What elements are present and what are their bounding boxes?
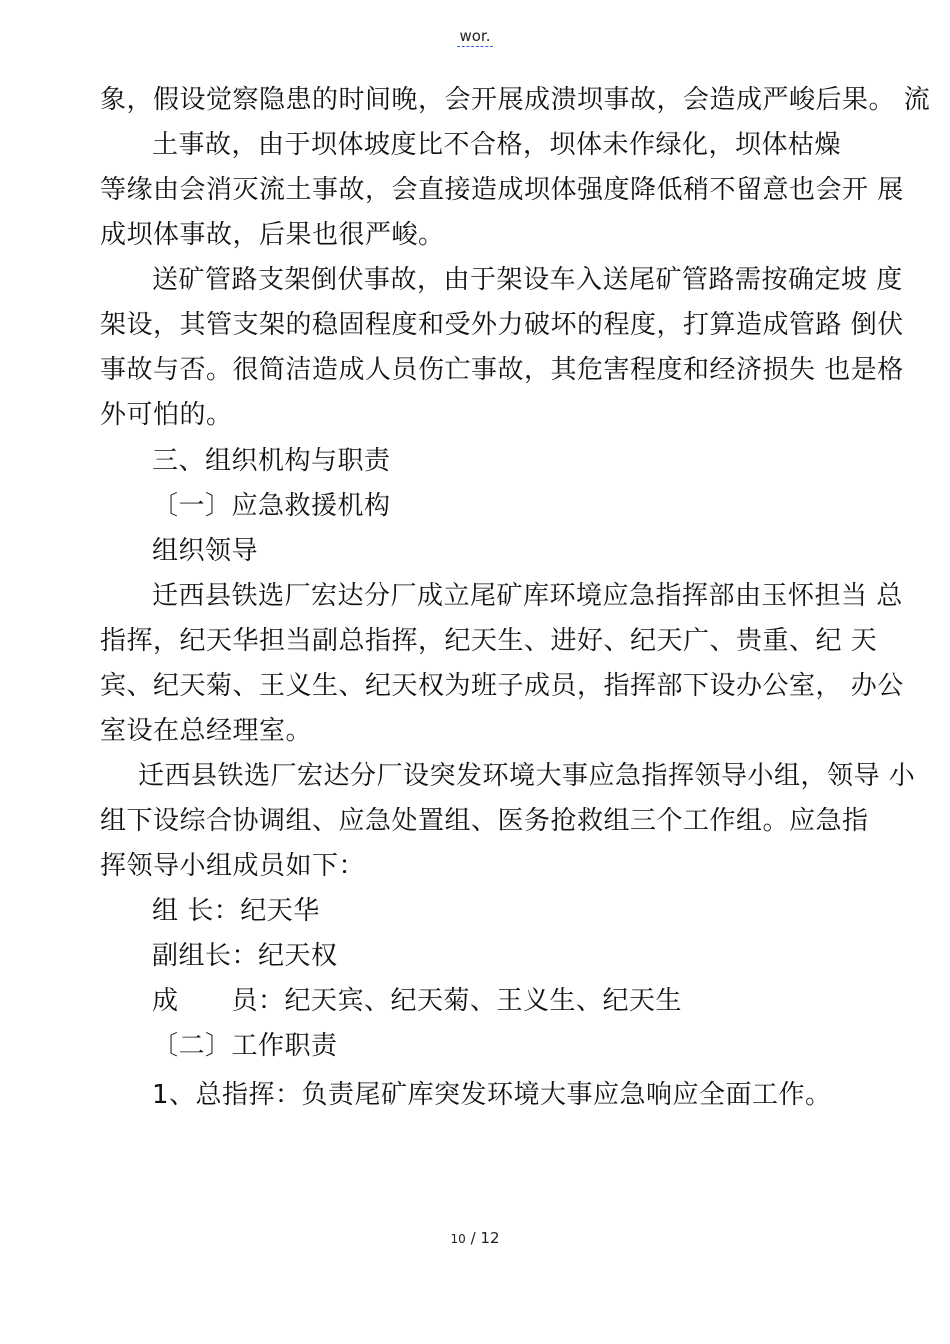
text-line: 事故与否。很简洁造成人员伤亡事故，其危害程度和经济损失 也是格	[100, 355, 904, 385]
text-line: 1、总指挥：负责尾矿库突发环境大事应急响应全面工作。	[152, 1080, 832, 1110]
page-total: 12	[480, 1229, 500, 1247]
text-line: 土事故，由于坝体坡度比不合格，坝体未作绿化，坝体枯燥	[152, 130, 842, 160]
header-text: wor.	[459, 27, 491, 45]
text-line: 组下设综合协调组、应急处置组、医务抢救组三个工作组。应急指	[100, 806, 869, 836]
subsection-heading: 〔一〕应急救援机构	[152, 491, 391, 521]
subheading: 组织领导	[152, 536, 259, 566]
text-line: 宾、纪天菊、王义生、纪天权为班子成员，指挥部下设办公室， 办公	[100, 671, 904, 701]
member-line: 成 员：纪天宾、纪天菊、王义生、纪天生	[152, 986, 683, 1016]
page-separator: /	[470, 1229, 476, 1247]
text-line: 等缘由会消灭流土事故，会直接造成坝体强度降低稍不留意也会开 展	[100, 175, 904, 205]
text-line: 迁西县铁选厂宏达分厂设突发环境大事应急指挥领导小组，领导 小	[138, 761, 916, 791]
text-line: 象，假设觉察隐患的时间晚，会开展成溃坝事故，会造成严峻后果。 流	[100, 85, 931, 115]
text-line: 指挥，纪天华担当副总指挥，纪天生、进好、纪天广、贵重、纪 天	[100, 626, 878, 656]
text-line: 外可怕的。	[100, 400, 233, 430]
text-line: 迁西县铁选厂宏达分厂成立尾矿库环境应急指挥部由玉怀担当 总	[152, 581, 903, 611]
text-line: 室设在总经理室。	[100, 716, 313, 746]
subsection-heading: 〔二〕工作职责	[152, 1031, 338, 1061]
text-line: 架设，其管支架的稳固程度和受外力破坏的程度，打算造成管路 倒伏	[100, 310, 904, 340]
member-line: 副组长：纪天权	[152, 941, 338, 971]
section-heading: 三、组织机构与职责	[152, 446, 391, 476]
page-footer	[0, 1229, 950, 1247]
page-number: 10	[450, 1232, 466, 1246]
page-header	[0, 27, 950, 45]
member-line: 组 长：纪天华	[152, 896, 320, 926]
text-line: 送矿管路支架倒伏事故，由于架设车入送尾矿管路需按确定坡 度	[152, 265, 903, 295]
text-line: 成坝体事故，后果也很严峻。	[100, 220, 445, 250]
text-line: 挥领导小组成员如下：	[100, 851, 366, 881]
